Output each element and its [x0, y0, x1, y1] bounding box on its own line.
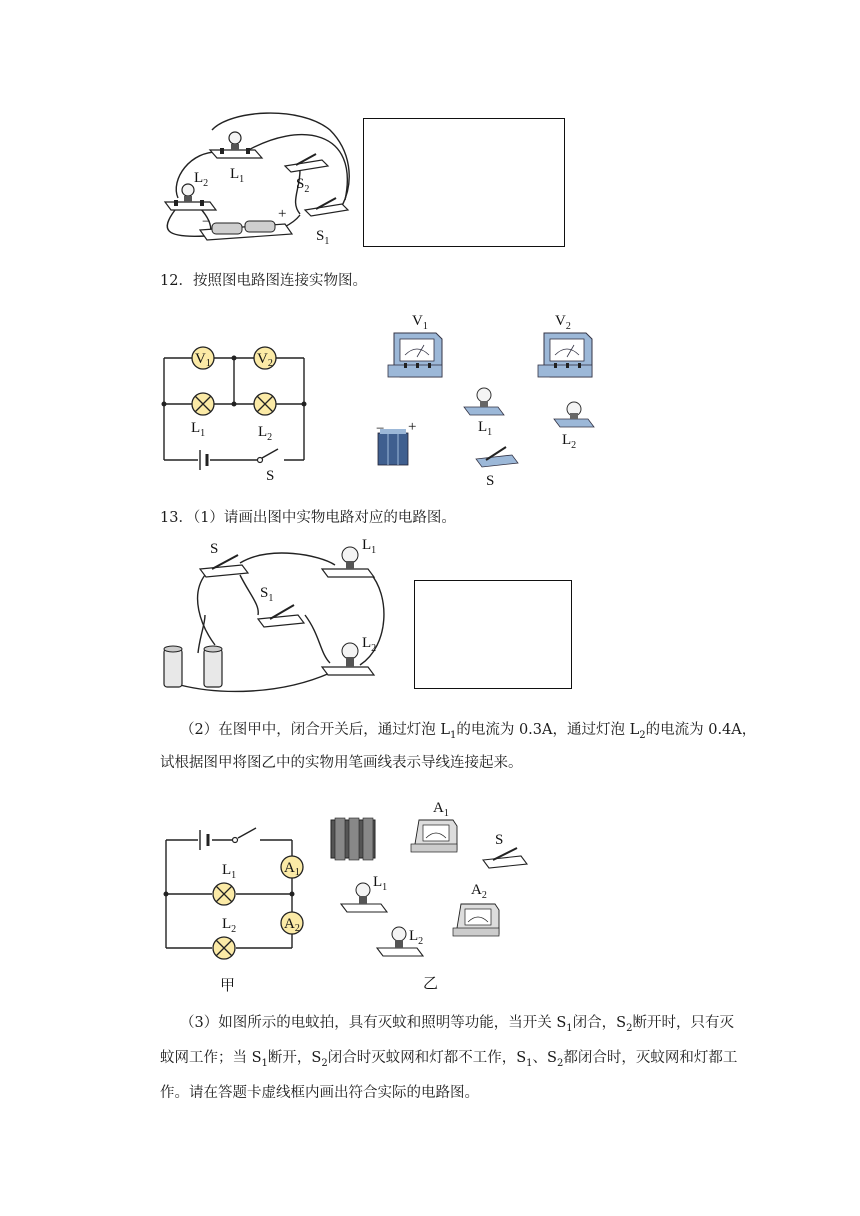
q13-yi-L1: L — [373, 874, 383, 890]
svg-text:L2: $L_2$ — [409, 928, 424, 947]
q12-schem-V2: V — [257, 351, 268, 367]
svg-text:V2: $V_2$ — [257, 351, 273, 369]
q13-answer-box — [414, 580, 572, 689]
svg-text:V1: $V_1$ — [195, 351, 211, 369]
q13-jia-A1: A — [284, 860, 295, 876]
q13-physical-circuit — [160, 535, 410, 695]
q12-bulb-L1 — [464, 388, 504, 415]
q13-jia-L2: L — [222, 916, 232, 932]
q12-question: 12．按照图电路图连接实物图。 — [160, 273, 367, 289]
q13-part3-line1: （3）如图所示的电蚊拍，具有灭蚊和照明等功能，当开关 $S_1$闭合，$S_2$断开时，只有灭 — [180, 1015, 734, 1034]
svg-text:A2: $A_2$ — [284, 916, 300, 934]
q12-physical — [372, 305, 612, 490]
q12-schem-L2: L — [258, 424, 268, 440]
q13-yi-A1: A — [433, 800, 444, 816]
svg-text:L1: $L_1$ — [230, 166, 245, 185]
q12-voltmeter-V2 — [538, 333, 592, 377]
q12-battery-minus: − — [376, 421, 385, 437]
q11-physical-circuit — [150, 110, 355, 260]
q12-phys-V2: V — [555, 313, 566, 329]
svg-text:L2: $L_2$ — [194, 170, 209, 189]
q13-yi-switch-S — [483, 848, 527, 868]
svg-text:S1: $S_1$ — [260, 585, 274, 604]
q12-schem-S: S — [266, 468, 275, 484]
q13-part2-line2: 试根据图甲将图乙中的实物用笔画线表示导线连接起来。 — [160, 755, 523, 771]
svg-text:L1: $L_1$ — [191, 420, 206, 439]
q13-jia-caption: 甲 — [220, 978, 236, 994]
q12-phys-V1: V — [412, 313, 423, 329]
q13-phys-L2: L — [362, 635, 372, 651]
q13-yi-caption: 乙 — [423, 976, 439, 992]
svg-text:S1: $S_1$ — [316, 228, 330, 247]
q12-bulb-L2 — [554, 402, 594, 427]
svg-text:L1: $L_1$ — [362, 537, 377, 556]
q13-phys-S1: S — [260, 585, 269, 601]
svg-text:A1: $A_1$ — [284, 860, 300, 878]
q13-yi-A2: A — [471, 882, 482, 898]
svg-text:L1: $L_1$ — [222, 862, 237, 881]
svg-text:V1: $V_1$ — [412, 313, 428, 332]
svg-text:S2: $S_2$ — [296, 176, 310, 195]
q11-label-S1: S — [316, 228, 325, 244]
q12-phys-S: S — [486, 473, 495, 489]
q12-schem-L1: L — [191, 420, 201, 436]
q11-answer-box — [363, 118, 565, 247]
q13-phys-L1: L — [362, 537, 372, 553]
q12-battery-plus: + — [408, 419, 417, 435]
q12-schem-V1: V — [195, 351, 206, 367]
svg-text:L2: $L_2$ — [562, 432, 577, 451]
q13-jia-L1: L — [222, 862, 232, 878]
q13-jia-A2: A — [284, 916, 295, 932]
q11-battery-plus: + — [278, 206, 287, 222]
q13-yi-battery — [331, 818, 375, 860]
q13-part3-line3: 作。请在答题卡虚线框内画出符合实际的电路图。 — [160, 1085, 479, 1101]
q13-yi-ammeter-A1 — [411, 820, 457, 852]
q13-part1: 13．（1）请画出图中实物电路对应的电路图。 — [160, 510, 456, 526]
svg-text:L2: $L_2$ — [362, 635, 377, 654]
svg-text:L2: $L_2$ — [258, 424, 273, 443]
q11-battery-minus: − — [202, 214, 211, 230]
q11-label-S2: S — [296, 176, 305, 192]
q13-part2-line1: （2）在图甲中，闭合开关后，通过灯泡 $L_1$的电流为 0.3A，通过灯泡 $L_2$的电流为 0.4A， — [180, 722, 757, 741]
q13-yi-L2: L — [409, 928, 419, 944]
svg-text:A1: $A_1$ — [433, 800, 449, 819]
svg-text:L2: $L_2$ — [222, 916, 237, 935]
q11-label-L2: L — [194, 170, 204, 186]
q13-yi-ammeter-A2 — [453, 904, 499, 936]
svg-text:L1: $L_1$ — [373, 874, 388, 893]
q13-yi-S: S — [495, 832, 504, 848]
q12-voltmeter-V1 — [388, 333, 442, 377]
svg-text:A2: $A_2$ — [471, 882, 487, 901]
q13-diagram-yi — [325, 790, 540, 995]
svg-text:L1: $L_1$ — [478, 419, 493, 438]
q12-phys-L2: L — [562, 432, 572, 448]
q12-switch-S — [476, 447, 518, 467]
q13-part3-line2: 蚊网工作；当 $S_1$断开，$S_2$闭合时灭蚊网和灯都不工作，$S_1$、$S_2$都闭合时，灭蚊网和灯都工 — [160, 1050, 738, 1069]
q11-label-L1: L — [230, 166, 240, 182]
q13-phys-S: S — [210, 541, 219, 557]
svg-text:V2: $V_2$ — [555, 313, 571, 332]
q12-phys-L1: L — [478, 419, 488, 435]
q13-diagram-jia — [160, 822, 310, 994]
q12-schematic — [158, 340, 308, 490]
